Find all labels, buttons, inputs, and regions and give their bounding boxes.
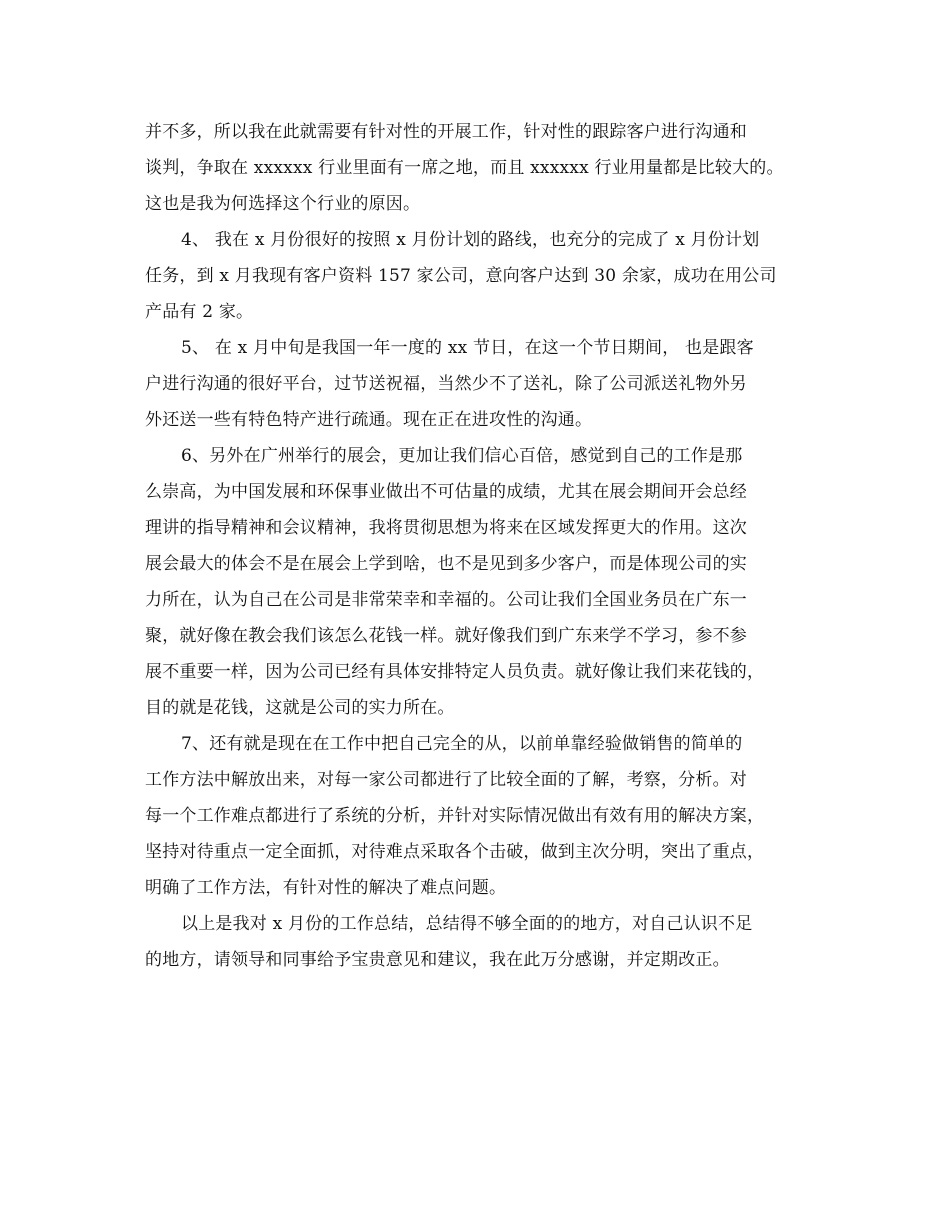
text-line: 明确了工作方法，有针对性的解决了难点问题。 xyxy=(145,878,507,898)
paragraph-6-first-line: 6、另外在广州举行的展会，更加让我们信心百倍，感觉到自己的工作是那 xyxy=(181,446,743,466)
text-line: 产品有 2 家。 xyxy=(145,302,254,322)
text-line: 力所在，认为自己在公司是非常荣幸和幸福的。公司让我们全国业务员在广东一 xyxy=(145,590,747,610)
text-line: 谈判，争取在 xxxxxx 行业里面有一席之地，而且 xxxxxx 行业用量都是比较大的。 xyxy=(145,158,784,178)
text-line: 任务，到 x 月我现有客户资料 157 家公司，意向客户达到 30 余家，成功在用公司 xyxy=(145,266,777,286)
text-line: 理讲的指导精神和会议精神，我将贯彻思想为将来在区域发挥更大的作用。这次 xyxy=(145,518,747,538)
text-line: 户进行沟通的很好平台，过节送祝福，当然少不了送礼，除了公司派送礼物外另 xyxy=(145,374,747,394)
text-line: 坚持对待重点一定全面抓，对待难点采取各个击破，做到主次分明，突出了重点， xyxy=(145,842,765,862)
text-line: 目的就是花钱，这就是公司的实力所在。 xyxy=(145,698,455,718)
text-line: 这也是我为何选择这个行业的原因。 xyxy=(145,194,421,214)
text-line: 工作方法中解放出来，对每一家公司都进行了比较全面的了解，考察，分析。对 xyxy=(145,770,747,790)
text-line: 每一个工作难点都进行了系统的分析，并针对实际情况做出有效有用的解决方案， xyxy=(145,806,765,826)
paragraph-7-first-line: 7、还有就是现在在工作中把自己完全的从，以前单靠经验做销售的简单的 xyxy=(181,734,743,754)
paragraph-5-first-line: 5、 在 x 月中旬是我国一年一度的 xx 节日，在这一个节日期间， 也是跟客 xyxy=(181,338,754,358)
text-line: 聚，就好像在教会我们该怎么花钱一样。就好像我们到广东来学不学习，参不参 xyxy=(145,626,747,646)
text-line: 的地方，请领导和同事给予宝贵意见和建议，我在此万分感谢，并定期改正。 xyxy=(145,950,730,970)
text-line: 展不重要一样，因为公司已经有具体安排特定人员负责。就好像让我们来花钱的， xyxy=(145,662,765,682)
summary-paragraph-first-line: 以上是我对 x 月份的工作总结，总结得不够全面的的地方，对自己认识不足 xyxy=(181,914,753,934)
text-line: 么崇高，为中国发展和环保事业做出不可估量的成绩，尤其在展会期间开会总经 xyxy=(145,482,747,502)
paragraph-4-first-line: 4、 我在 x 月份很好的按照 x 月份计划的路线，也充分的完成了 x 月份计划 xyxy=(181,230,760,250)
document-body xyxy=(145,114,810,978)
text-line: 展会最大的体会不是在展会上学到啥，也不是见到多少客户，而是体现公司的实 xyxy=(145,554,747,574)
text-line: 外还送一些有特色特产进行疏通。现在正在进攻性的沟通。 xyxy=(145,410,593,430)
text-line: 并不多，所以我在此就需要有针对性的开展工作，针对性的跟踪客户进行沟通和 xyxy=(145,122,747,142)
